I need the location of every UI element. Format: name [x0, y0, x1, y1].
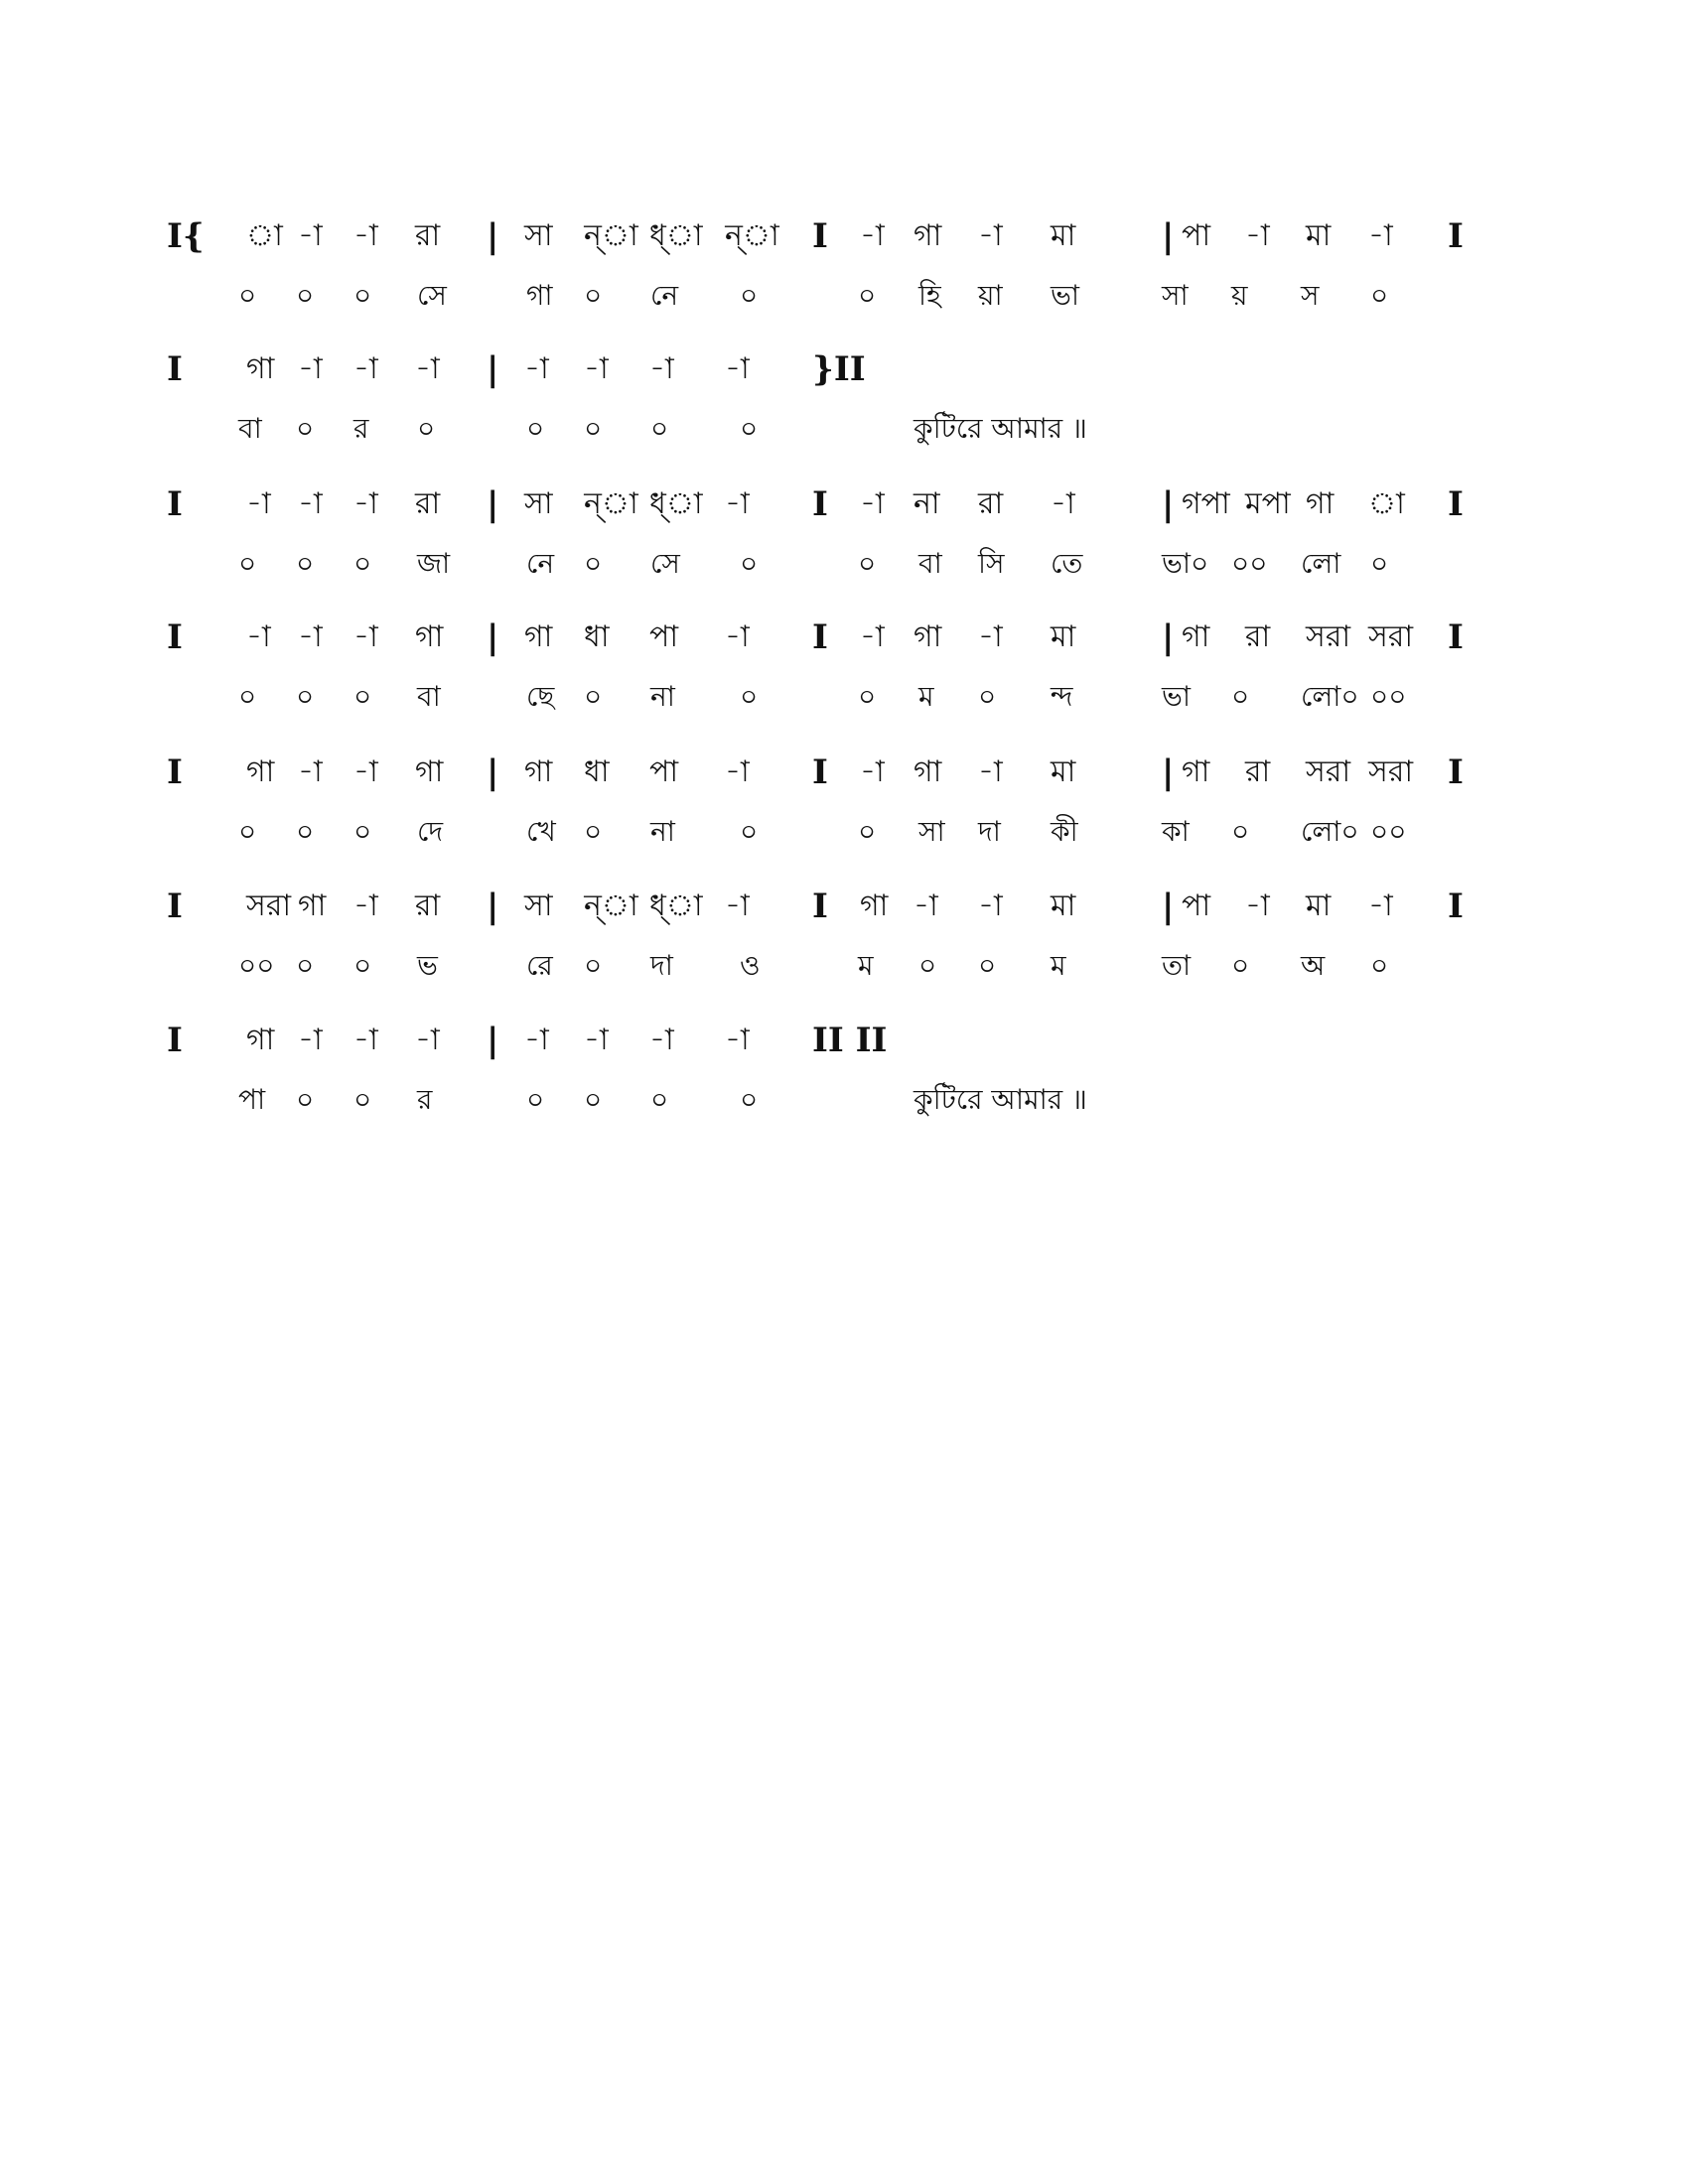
swara-line [0, 887, 1688, 936]
lyric-syllable: জা [417, 547, 451, 580]
swara-note: গা [415, 754, 444, 789]
lyric-syllable: বা [417, 680, 441, 713]
lyric-syllable: ০ [858, 547, 877, 580]
lyric-syllable: সি [978, 547, 1005, 580]
swara-note: -া [415, 1023, 440, 1057]
bar-line: | [487, 752, 499, 792]
lyric-syllable: ০০ [1231, 547, 1268, 580]
swara-note: গা [246, 351, 275, 386]
swara-note: পা [1182, 888, 1211, 923]
swara-note: -া [298, 486, 323, 521]
lyric-syllable: ০০ [238, 949, 275, 982]
swara-note: রা [1245, 754, 1271, 789]
bar-line: | [1162, 887, 1175, 926]
lyric-syllable: ম [858, 949, 874, 982]
swara-note: সরা [1306, 619, 1351, 654]
lyric-syllable: ০ [740, 680, 759, 713]
bar-line: | [1162, 484, 1175, 524]
swara-note: -া [353, 1023, 378, 1057]
swara-note: মা [1051, 888, 1076, 923]
swara-line [0, 349, 1688, 399]
swara-note: -া [649, 1023, 674, 1057]
lyric-syllable: ০ [296, 949, 315, 982]
lyric-syllable: সে [417, 279, 447, 312]
swara-note: -া [353, 619, 378, 654]
lyric-syllable: ০ [918, 949, 937, 982]
swara-note: -া [246, 619, 271, 654]
swara-note: মা [1306, 888, 1332, 923]
lyric-syllable: ০ [353, 949, 372, 982]
lyric-syllable: কী [1051, 815, 1078, 848]
lyric-syllable: ০ [584, 279, 603, 312]
swara-note: সরা [1368, 754, 1414, 789]
swara-note: -া [524, 351, 549, 386]
swara-note: পা [1182, 218, 1211, 253]
lyric-syllable: ০ [296, 547, 315, 580]
lyric-syllable: ০ [584, 815, 603, 848]
swara-note: -া [649, 351, 674, 386]
lyric-syllable: না [650, 815, 675, 848]
lyric-syllable: ০ [584, 547, 603, 580]
lyric-syllable: ০ [858, 815, 877, 848]
swara-note: গপা [1182, 486, 1230, 521]
bar-line: | [487, 1021, 499, 1060]
lyric-syllable: ছে [526, 680, 555, 713]
lyric-syllable: ০ [353, 815, 372, 848]
lyric-syllable: ০ [353, 547, 372, 580]
swara-note: -া [1245, 218, 1270, 253]
swara-note: ধ্া [649, 888, 703, 923]
lyric-syllable: ০ [296, 680, 315, 713]
swara-note: -া [584, 351, 609, 386]
lyric-syllable: তে [1051, 547, 1083, 580]
swara-note: গা [914, 619, 942, 654]
swara-note: -া [860, 619, 885, 654]
bar-line: | [487, 617, 499, 657]
lyric-syllable: ০ [1370, 279, 1389, 312]
lyric-syllable: ০০ [1370, 680, 1407, 713]
swara-note: -া [725, 754, 750, 789]
swara-note: সরা [246, 888, 292, 923]
swara-note: -া [353, 486, 378, 521]
swara-note: রা [1245, 619, 1271, 654]
swara-note: -া [353, 888, 378, 923]
swara-note: গা [860, 888, 889, 923]
swara-note: ন্া [584, 486, 638, 521]
swara-note: গা [1182, 754, 1210, 789]
swara-note: গা [1306, 486, 1335, 521]
lyric-syllable: সে [650, 547, 680, 580]
lyric-syllable: নে [650, 279, 679, 312]
swara-note: -া [353, 754, 378, 789]
swara-note: -া [298, 619, 323, 654]
lyric-syllable: র [353, 412, 369, 445]
swara-note: -া [914, 888, 938, 923]
lyric-line [0, 544, 1688, 594]
bar-line: I [1448, 617, 1464, 657]
bar-line: I [1448, 752, 1464, 792]
lyric-syllable: ০ [858, 279, 877, 312]
lyric-syllable: তা [1162, 949, 1192, 982]
lyric-syllable: ০ [584, 949, 603, 982]
lyric-syllable: গা [526, 279, 553, 312]
lyric-syllable: ০ [858, 680, 877, 713]
bar-line: I [812, 752, 828, 792]
bar-line: I [167, 887, 183, 926]
bar-line: I [812, 617, 828, 657]
lyric-syllable: ০ [1231, 680, 1250, 713]
swara-note: মা [1306, 218, 1332, 253]
bar-line: | [487, 484, 499, 524]
lyric-syllable: ০ [238, 547, 257, 580]
swara-note: -া [978, 619, 1003, 654]
swara-note: -া [725, 619, 750, 654]
lyric-syllable: সা [918, 815, 945, 848]
lyric-syllable: রে [526, 949, 553, 982]
lyric-syllable: ০ [296, 1083, 315, 1116]
swara-note: -া [860, 218, 885, 253]
lyric-syllable: ভা [1051, 279, 1079, 312]
lyric-syllable: লো০ [1301, 680, 1359, 713]
swara-note: ন্া [584, 888, 638, 923]
lyric-syllable: ০ [584, 412, 603, 445]
swara-note: -া [298, 754, 323, 789]
lyric-syllable: ০ [417, 412, 436, 445]
lyric-syllable: ০ [296, 279, 315, 312]
swara-note: সা [524, 888, 553, 923]
swara-note: -া [725, 351, 750, 386]
lyric-syllable: ম [918, 680, 934, 713]
swara-note: গা [524, 754, 553, 789]
bar-line: }II [812, 349, 866, 389]
bar-line: | [487, 349, 499, 389]
bar-line: I [1448, 887, 1464, 926]
bar-line: II II [812, 1021, 888, 1060]
bar-line: I [167, 484, 183, 524]
lyric-syllable: ভ [417, 949, 438, 982]
swara-line [0, 484, 1688, 534]
lyric-syllable: ০ [740, 815, 759, 848]
swara-note: -া [725, 486, 750, 521]
swara-note: ধ্া [649, 486, 703, 521]
swara-note: ধ্া [649, 218, 703, 253]
bar-line: | [1162, 752, 1175, 792]
lyric-syllable: ০ [296, 815, 315, 848]
lyric-syllable: র [417, 1083, 433, 1116]
swara-note: -া [1245, 888, 1270, 923]
swara-note: সা [524, 218, 553, 253]
bar-line: I [812, 484, 828, 524]
lyric-syllable: বা [918, 547, 942, 580]
swara-note: মপা [1245, 486, 1291, 521]
lyric-syllable: হি [918, 279, 941, 312]
swara-line [0, 617, 1688, 667]
swara-note: রা [415, 888, 441, 923]
bar-line: I [167, 349, 183, 389]
lyric-syllable: ০ [650, 1083, 669, 1116]
swara-note: ধা [584, 619, 610, 654]
lyric-syllable: লো০ [1301, 815, 1359, 848]
lyric-syllable: সা [1162, 279, 1189, 312]
lyric-syllable: নে [526, 547, 555, 580]
lyric-syllable: ০ [526, 412, 545, 445]
lyric-line [0, 409, 1688, 459]
swara-note: সরা [1306, 754, 1351, 789]
lyric-syllable: ০ [740, 412, 759, 445]
bar-line: I [1448, 216, 1464, 256]
swara-note: -া [353, 218, 378, 253]
lyric-syllable: বা [238, 412, 262, 445]
bar-line: | [487, 216, 499, 256]
lyric-line [0, 946, 1688, 996]
swara-note: -া [978, 754, 1003, 789]
swara-note: -া [298, 1023, 323, 1057]
swara-note: -া [860, 486, 885, 521]
swara-note: ন্া [725, 218, 779, 253]
lyric-syllable: ও [740, 949, 761, 982]
swara-note: রা [415, 218, 441, 253]
lyric-syllable: য় [1231, 279, 1248, 312]
swara-note: -া [860, 754, 885, 789]
swara-note: -া [725, 888, 750, 923]
swara-note: পা [649, 754, 679, 789]
bar-line: I [1448, 484, 1464, 524]
swara-note: সরা [1368, 619, 1414, 654]
lyric-syllable: খে [526, 815, 556, 848]
swara-note: গা [914, 754, 942, 789]
swara-note: মা [1051, 619, 1076, 654]
swara-line [0, 752, 1688, 802]
swara-note: -া [1051, 486, 1075, 521]
lyric-syllable: ০ [353, 680, 372, 713]
lyric-syllable: ০০ [1370, 815, 1407, 848]
swara-note: না [914, 486, 940, 521]
swara-note: রা [415, 486, 441, 521]
bar-line: I{ [167, 216, 205, 256]
swara-note: গা [246, 754, 275, 789]
lyric-syllable: ম [1051, 949, 1066, 982]
lyric-syllable: ০ [353, 279, 372, 312]
swara-note: -া [246, 486, 271, 521]
lyric-syllable: ০ [296, 412, 315, 445]
lyric-syllable: দা [978, 815, 1001, 848]
bar-line: | [487, 887, 499, 926]
lyric-syllable: ০ [650, 412, 669, 445]
lyric-syllable: ভা০ [1162, 547, 1209, 580]
bar-line: I [812, 216, 828, 256]
lyric-syllable: ০ [740, 1083, 759, 1116]
lyric-syllable: ০ [978, 680, 997, 713]
swara-note: -া [725, 1023, 750, 1057]
lyric-syllable: ০ [584, 680, 603, 713]
lyric-line [0, 1080, 1688, 1130]
lyric-syllable: কা [1162, 815, 1190, 848]
swara-note: -া [1368, 218, 1393, 253]
lyric-line [0, 812, 1688, 862]
bar-line: I [167, 1021, 183, 1060]
swara-note: -া [524, 1023, 549, 1057]
swara-note: -া [415, 351, 440, 386]
lyric-syllable: ০ [238, 815, 257, 848]
swara-note: সা [524, 486, 553, 521]
swara-line [0, 216, 1688, 266]
swara-note: রা [978, 486, 1004, 521]
swara-note: -া [353, 351, 378, 386]
bar-line: I [167, 752, 183, 792]
swara-note: গা [914, 218, 942, 253]
swara-note: পা [649, 619, 679, 654]
swara-note: গা [415, 619, 444, 654]
lyric-syllable: ০ [584, 1083, 603, 1116]
lyric-syllable: য়া [978, 279, 1003, 312]
lyric-syllable: ০ [978, 949, 997, 982]
lyric-syllable: ০ [740, 279, 759, 312]
swara-note: গা [246, 1023, 275, 1057]
lyric-syllable: ০ [1231, 949, 1250, 982]
lyric-syllable: পা [238, 1083, 266, 1116]
lyric-syllable: ০ [526, 1083, 545, 1116]
bar-line: I [167, 617, 183, 657]
lyric-syllable: ভা [1162, 680, 1191, 713]
lyric-syllable: ০ [238, 680, 257, 713]
swara-note: া [246, 218, 283, 253]
lyric-syllable: দা [650, 949, 673, 982]
swara-note: -া [978, 218, 1003, 253]
swara-note: া [1368, 486, 1405, 521]
swara-note: -া [978, 888, 1003, 923]
swara-note: ন্া [584, 218, 638, 253]
swara-note: ধা [584, 754, 610, 789]
swara-note: -া [298, 351, 323, 386]
swara-note: -া [298, 218, 323, 253]
bar-line: | [1162, 617, 1175, 657]
swara-note: গা [1182, 619, 1210, 654]
bar-line: I [812, 887, 828, 926]
lyric-syllable: ০ [740, 547, 759, 580]
lyric-syllable: অ [1301, 949, 1326, 982]
lyric-syllable: ন্দ [1051, 680, 1073, 713]
bar-line: | [1162, 216, 1175, 256]
lyric-syllable: ০ [1231, 815, 1250, 848]
refrain-text: কুটিরে আমার ॥ [914, 412, 1087, 445]
refrain-text: কুটিরে আমার ॥ [914, 1083, 1087, 1116]
lyric-syllable: না [650, 680, 675, 713]
lyric-syllable: দে [417, 815, 444, 848]
lyric-syllable: ০ [238, 279, 257, 312]
lyric-line [0, 677, 1688, 727]
swara-note: মা [1051, 754, 1076, 789]
swara-note: -া [584, 1023, 609, 1057]
lyric-syllable: ০ [1370, 547, 1389, 580]
lyric-syllable: ০ [1370, 949, 1389, 982]
lyric-line [0, 276, 1688, 326]
lyric-syllable: স [1301, 279, 1320, 312]
swara-line [0, 1021, 1688, 1070]
swara-note: গা [524, 619, 553, 654]
lyric-syllable: ০ [353, 1083, 372, 1116]
lyric-syllable: লো [1301, 547, 1341, 580]
swara-note: গা [298, 888, 327, 923]
swara-note: মা [1051, 218, 1076, 253]
swara-note: -া [1368, 888, 1393, 923]
